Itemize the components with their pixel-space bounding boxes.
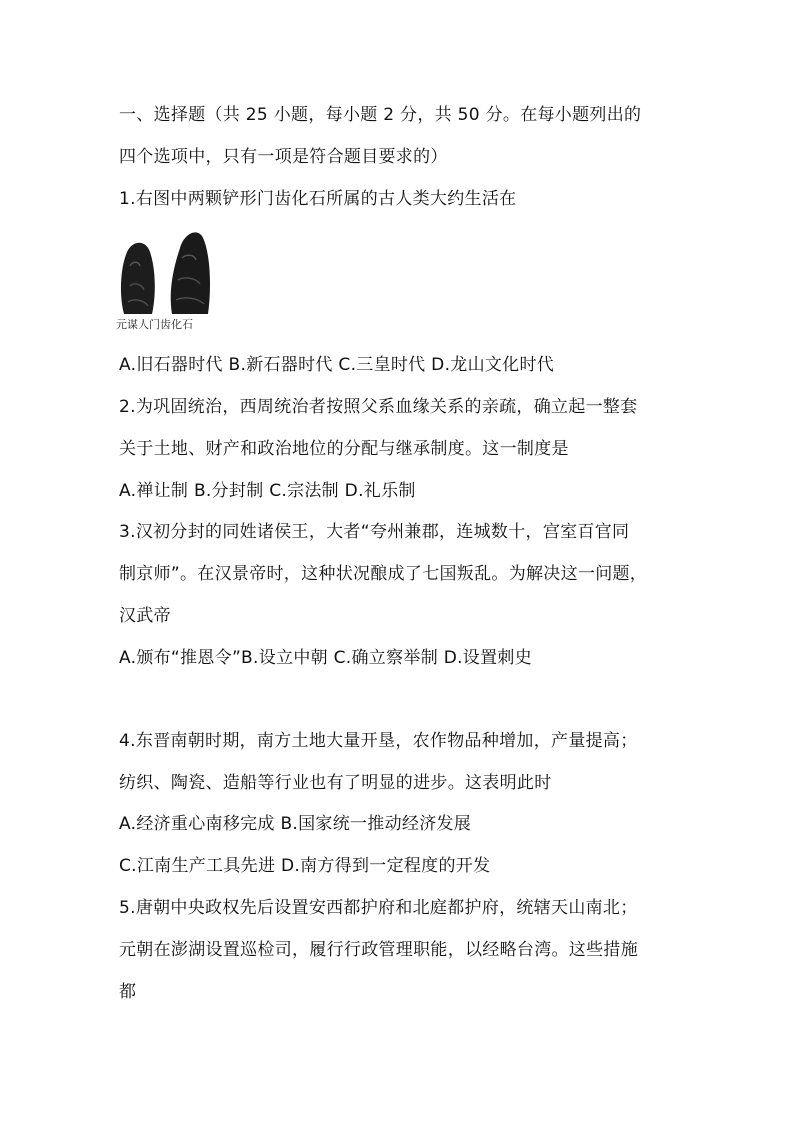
section-heading-line: 四个选项中，只有一项是符合题目要求的） [119, 147, 448, 167]
question-options: A.禅让制 B.分封制 C.宗法制 D.礼乐制 [119, 481, 416, 501]
question-options: A.颁布“推恩令”B.设立中朝 C.确立察举制 D.设置刺史 [119, 648, 532, 668]
question-stem: 都 [119, 982, 137, 1002]
question-stem: 4.东晋南朝时期，南方土地大量开垦，农作物品种增加，产量提高； [119, 731, 638, 751]
question-stem: 元朝在澎湖设置巡检司，履行行政管理职能，以经略台湾。这些措施 [119, 940, 638, 960]
figure-caption: 元谋人门齿化石 [116, 318, 193, 331]
question-stem: 3.汉初分封的同姓诸侯王，大者“夸州兼郡，连城数十，宫室百官同 [119, 522, 630, 542]
section-heading-line: 一、选择题（共 25 小题，每小题 2 分，共 50 分。在每小题列出的 [119, 105, 642, 125]
question-stem: 纺织、陶瓷、造船等行业也有了明显的进步。这表明此时 [119, 773, 552, 793]
question-stem: 1.右图中两颗铲形门齿化石所属的古人类大约生活在 [119, 189, 517, 209]
question-options: A.旧石器时代 B.新石器时代 C.三皇时代 D.龙山文化时代 [119, 355, 555, 375]
question-options: C.江南生产工具先进 D.南方得到一定程度的开发 [119, 856, 491, 876]
question-stem: 关于土地、财产和政治地位的分配与继承制度。这一制度是 [119, 439, 569, 459]
question-stem: 2.为巩固统治，西周统治者按照父系血缘关系的亲疏，确立起一整套 [119, 397, 638, 417]
question-stem: 汉武帝 [119, 606, 171, 626]
question-options: A.经济重心南移完成 B.国家统一推动经济发展 [119, 814, 472, 834]
question-stem: 制京师”。在汉景帝时，这种状况酿成了七国叛乱。为解决这一问题， [119, 564, 648, 584]
question-stem: 5.唐朝中央政权先后设置安西都护府和北庭都护府，统辖天山南北； [119, 898, 638, 918]
